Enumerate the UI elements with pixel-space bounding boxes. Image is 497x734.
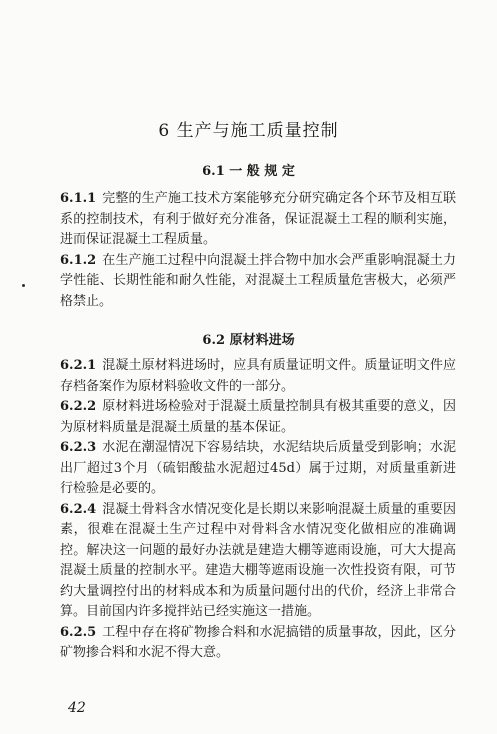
clause-number: 6.1.2	[60, 252, 97, 268]
clause-text: 混凝土原材料进场时，应具有质量证明文件。质量证明文件应存档备案作为原材料验收文件的一部分。	[60, 358, 456, 394]
chapter-title: 6 生产与施工质量控制	[158, 121, 339, 141]
clause-number: 6.2.1	[60, 358, 97, 373]
margin-dot	[22, 284, 25, 287]
clause-6-1-2	[60, 251, 456, 313]
clause-6-2-5	[60, 623, 456, 664]
section-title-6-2: 6.2 原材料进场	[202, 333, 295, 348]
clause-text: 原材料进场检验对于混凝土质量控制具有极其重要的意义，因为原材料质量是混凝土质量的基本保证。	[60, 399, 456, 435]
clause-number: 6.2.4	[60, 501, 97, 517]
clause-6-1-1	[60, 189, 456, 251]
clause-text: 混凝土骨料含水情况变化是长期以来影响混凝土质量的重要因素，很难在混凝土生产过程中对骨料含水情况变化做相应的准确调控。解决这一问题的最好办法就是建造大棚等遮雨设施，可大大提高混凝土质量的控制水平。建造大棚等遮雨设施一次性投资有限，可节约大量调控付出的材料成本和为质量问题付出的代价，经济上非常合算。目前国内许多搅拌站已经实施这一措施。	[60, 501, 456, 619]
clause-text: 完整的生产施工技术方案能够充分研究确定各个环节及相互联系的控制技术，有利于做好充分准备，保证混凝土工程的顺利实施，进而保证混凝土工程质量。	[60, 191, 456, 247]
section-body-6-2	[60, 356, 456, 664]
clause-number: 6.1.1	[60, 191, 97, 206]
section-title-6-1: 6.1 一 般 规 定	[202, 164, 295, 179]
clause-6-2-1	[60, 356, 456, 397]
clause-6-2-2	[60, 397, 456, 438]
clause-number: 6.2.5	[60, 624, 97, 640]
section-body-6-1	[60, 189, 456, 312]
clause-6-2-4	[60, 500, 456, 623]
page-number: 42	[68, 700, 86, 716]
clause-text: 在生产施工过程中向混凝土拌合物中加水会严重影响混凝土力学性能、长期性能和耐久性能，对混凝土工程质量危害极大，必须严格禁止。	[60, 252, 456, 309]
clause-text: 工程中存在将矿物掺合料和水泥搞错的质量事故，因此，区分矿物掺合料和水泥不得大意。	[60, 624, 456, 660]
clause-number: 6.2.2	[60, 399, 97, 414]
clause-text: 水泥在潮湿情况下容易结块，水泥结块后质量受到影响；水泥出厂超过3个月（硫铝酸盐水泥超过45d）属于过期，对质量重新进行检验是必要的。	[60, 440, 456, 496]
clause-6-2-3	[60, 438, 456, 500]
clause-number: 6.2.3	[60, 440, 97, 455]
